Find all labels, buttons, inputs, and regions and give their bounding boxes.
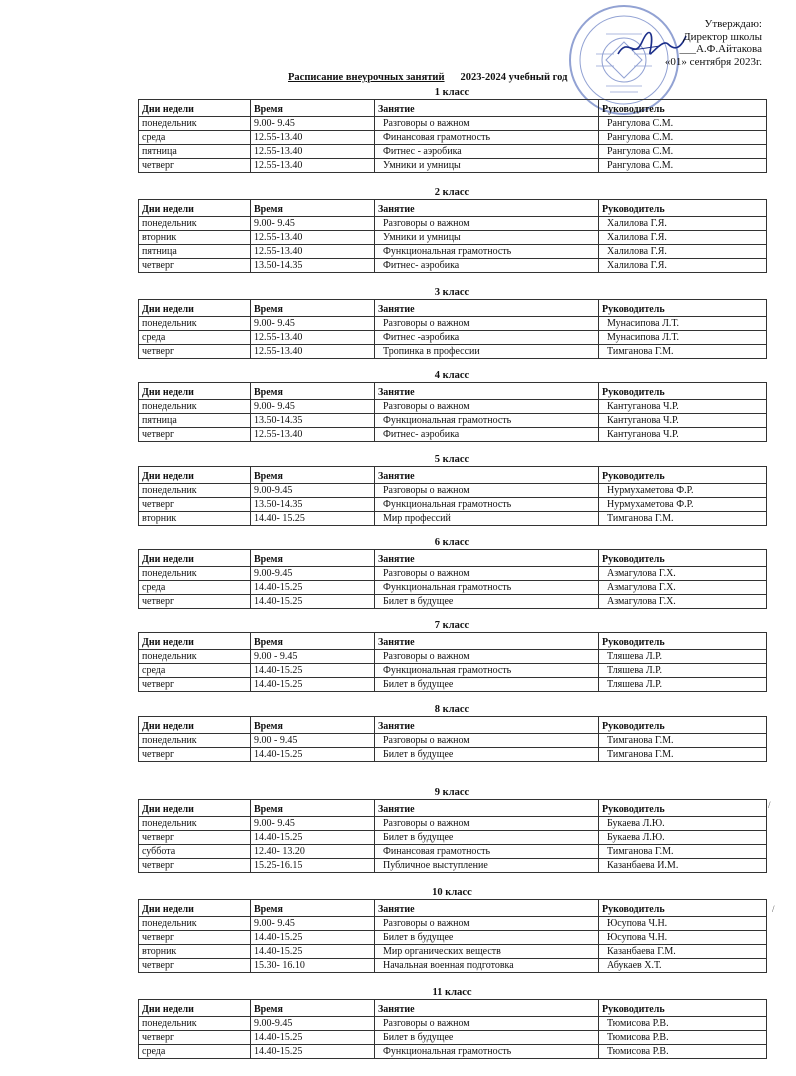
class-title: 1 класс: [434, 87, 470, 98]
table-row: [139, 650, 767, 664]
cell-activity: Функциональная грамотность: [375, 664, 599, 678]
cell-time: 12.55-13.40: [251, 345, 375, 359]
cell-time: 9.00- 9.45: [251, 317, 375, 331]
cell-leader: Казанбаева Г.М.: [599, 945, 767, 959]
class-title: 5 класс: [434, 454, 470, 465]
approval-director-name: ___А.Ф.Айтакова: [679, 43, 762, 55]
cell-time: 9.00- 9.45: [251, 917, 375, 931]
cell-day: понедельник: [139, 400, 251, 414]
cell-leader: Кантуганова Ч.Р.: [599, 400, 767, 414]
cell-leader: Нурмухаметова Ф.Р.: [599, 484, 767, 498]
cell-leader: Мунасипова Л.Т.: [599, 331, 767, 345]
table-row: [139, 1017, 767, 1031]
table-row: [139, 131, 767, 145]
cell-time: 9.00-9.45: [251, 567, 375, 581]
class-title: 9 класс: [434, 787, 470, 798]
cell-activity: Разговоры о важном: [375, 484, 599, 498]
cell-leader: Тляшева Л.Р.: [599, 650, 767, 664]
table-row: [139, 959, 767, 973]
cell-activity: Мир органических веществ: [375, 945, 599, 959]
table-row: [139, 498, 767, 512]
column-header-day: Дни недели: [139, 383, 251, 400]
class-title: 4 класс: [434, 370, 470, 381]
table-row: [139, 859, 767, 873]
margin-mark: /: [768, 800, 771, 810]
column-header-day: Дни недели: [139, 1000, 251, 1017]
table-header-row: [139, 550, 767, 567]
table-header-row: [139, 467, 767, 484]
cell-leader: Тимганова Г.М.: [599, 512, 767, 526]
class-section: [138, 87, 766, 173]
table-row: [139, 1031, 767, 1045]
class-section: [138, 187, 766, 273]
cell-leader: Букаева Л.Ю.: [599, 831, 767, 845]
column-header-activity: Занятие: [375, 900, 599, 917]
table-row: [139, 595, 767, 609]
cell-time: 14.40-15.25: [251, 581, 375, 595]
class-section: [138, 537, 766, 609]
cell-activity: Разговоры о важном: [375, 734, 599, 748]
cell-leader: Рангулова С.М.: [599, 131, 767, 145]
schedule-table: [138, 899, 767, 973]
cell-activity: Фитнес - аэробика: [375, 145, 599, 159]
table-header-row: [139, 100, 767, 117]
table-header-row: [139, 383, 767, 400]
class-section: [138, 987, 766, 1059]
cell-time: 12.55-13.40: [251, 231, 375, 245]
table-row: [139, 117, 767, 131]
cell-day: четверг: [139, 831, 251, 845]
table-row: [139, 245, 767, 259]
cell-leader: Тюмисова Р.В.: [599, 1031, 767, 1045]
schedule-title: Расписание внеурочных занятий: [288, 72, 445, 83]
table-header-row: [139, 633, 767, 650]
cell-time: 12.55-13.40: [251, 159, 375, 173]
column-header-leader: Руководитель: [599, 550, 767, 567]
cell-leader: Тляшева Л.Р.: [599, 678, 767, 692]
cell-leader: Кантуганова Ч.Р.: [599, 428, 767, 442]
cell-leader: Рангулова С.М.: [599, 117, 767, 131]
cell-leader: Азмагулова Г.Х.: [599, 581, 767, 595]
cell-day: понедельник: [139, 917, 251, 931]
schedule-table: [138, 299, 767, 359]
school-year: 2023-2024 учебный год: [460, 72, 568, 83]
column-header-leader: Руководитель: [599, 633, 767, 650]
table-row: [139, 917, 767, 931]
table-row: [139, 428, 767, 442]
cell-activity: Тропинка в профессии: [375, 345, 599, 359]
table-row: [139, 512, 767, 526]
cell-leader: Тюмисова Р.В.: [599, 1017, 767, 1031]
cell-activity: Билет в будущее: [375, 748, 599, 762]
class-section: [138, 887, 766, 973]
table-header-row: [139, 800, 767, 817]
class-section: [138, 287, 766, 359]
table-row: [139, 414, 767, 428]
column-header-leader: Руководитель: [599, 100, 767, 117]
cell-activity: Начальная военная подготовка: [375, 959, 599, 973]
cell-day: четверг: [139, 428, 251, 442]
column-header-leader: Руководитель: [599, 383, 767, 400]
column-header-activity: Занятие: [375, 550, 599, 567]
cell-activity: Функциональная грамотность: [375, 581, 599, 595]
column-header-day: Дни недели: [139, 900, 251, 917]
cell-activity: Умники и умницы: [375, 231, 599, 245]
column-header-day: Дни недели: [139, 717, 251, 734]
column-header-activity: Занятие: [375, 633, 599, 650]
cell-leader: Халилова Г.Я.: [599, 217, 767, 231]
table-header-row: [139, 717, 767, 734]
cell-leader: Тляшева Л.Р.: [599, 664, 767, 678]
cell-day: четверг: [139, 959, 251, 973]
table-row: [139, 317, 767, 331]
cell-day: понедельник: [139, 734, 251, 748]
cell-day: четверг: [139, 859, 251, 873]
cell-day: понедельник: [139, 117, 251, 131]
cell-activity: Билет в будущее: [375, 678, 599, 692]
cell-leader: Кантуганова Ч.Р.: [599, 414, 767, 428]
class-title: 11 класс: [432, 987, 472, 998]
table-header-row: [139, 1000, 767, 1017]
table-row: [139, 817, 767, 831]
cell-time: 13.50-14.35: [251, 259, 375, 273]
table-row: [139, 845, 767, 859]
cell-time: 14.40-15.25: [251, 931, 375, 945]
cell-time: 14.40-15.25: [251, 1045, 375, 1059]
table-row: [139, 678, 767, 692]
column-header-leader: Руководитель: [599, 200, 767, 217]
cell-day: вторник: [139, 512, 251, 526]
column-header-time: Время: [251, 550, 375, 567]
cell-activity: Финансовая грамотность: [375, 845, 599, 859]
cell-activity: Мир профессий: [375, 512, 599, 526]
table-row: [139, 945, 767, 959]
table-row: [139, 400, 767, 414]
cell-day: четверг: [139, 259, 251, 273]
column-header-time: Время: [251, 800, 375, 817]
cell-day: пятница: [139, 414, 251, 428]
class-title: 2 класс: [434, 187, 470, 198]
cell-day: понедельник: [139, 1017, 251, 1031]
cell-activity: Функциональная грамотность: [375, 414, 599, 428]
class-title: 3 класс: [434, 287, 470, 298]
cell-leader: Букаева Л.Ю.: [599, 817, 767, 831]
cell-time: 14.40- 15.25: [251, 512, 375, 526]
cell-time: 9.00 - 9.45: [251, 734, 375, 748]
cell-time: 9.00- 9.45: [251, 400, 375, 414]
cell-activity: Функциональная грамотность: [375, 498, 599, 512]
cell-leader: Азмагулова Г.Х.: [599, 595, 767, 609]
cell-activity: Функциональная грамотность: [375, 245, 599, 259]
cell-activity: Билет в будущее: [375, 831, 599, 845]
table-row: [139, 231, 767, 245]
cell-activity: Умники и умницы: [375, 159, 599, 173]
cell-day: среда: [139, 331, 251, 345]
cell-activity: Разговоры о важном: [375, 917, 599, 931]
schedule-table: [138, 199, 767, 273]
cell-activity: Финансовая грамотность: [375, 131, 599, 145]
schedule-table: [138, 716, 767, 762]
cell-time: 12.40- 13.20: [251, 845, 375, 859]
cell-leader: Тимганова Г.М.: [599, 345, 767, 359]
column-header-day: Дни недели: [139, 467, 251, 484]
cell-activity: Билет в будущее: [375, 595, 599, 609]
cell-time: 12.55-13.40: [251, 428, 375, 442]
cell-day: четверг: [139, 748, 251, 762]
column-header-activity: Занятие: [375, 100, 599, 117]
class-section: [138, 704, 766, 762]
column-header-day: Дни недели: [139, 300, 251, 317]
cell-activity: Билет в будущее: [375, 1031, 599, 1045]
class-title: 8 класс: [434, 704, 470, 715]
cell-time: 14.40-15.25: [251, 831, 375, 845]
table-row: [139, 581, 767, 595]
cell-leader: Халилова Г.Я.: [599, 259, 767, 273]
cell-day: среда: [139, 1045, 251, 1059]
cell-leader: Рангулова С.М.: [599, 159, 767, 173]
class-section: [138, 787, 766, 873]
cell-time: 14.40-15.25: [251, 678, 375, 692]
cell-day: пятница: [139, 145, 251, 159]
table-row: [139, 159, 767, 173]
column-header-activity: Занятие: [375, 717, 599, 734]
approval-position: Директор школы: [683, 30, 762, 43]
cell-time: 13.50-14.35: [251, 498, 375, 512]
table-header-row: [139, 900, 767, 917]
cell-activity: Разговоры о важном: [375, 567, 599, 581]
column-header-day: Дни недели: [139, 800, 251, 817]
cell-day: среда: [139, 131, 251, 145]
cell-day: четверг: [139, 595, 251, 609]
class-section: [138, 454, 766, 526]
column-header-leader: Руководитель: [599, 467, 767, 484]
cell-activity: Билет в будущее: [375, 931, 599, 945]
cell-activity: Фитнес- аэробика: [375, 428, 599, 442]
cell-time: 14.40-15.25: [251, 748, 375, 762]
cell-day: понедельник: [139, 817, 251, 831]
cell-day: четверг: [139, 931, 251, 945]
column-header-time: Время: [251, 467, 375, 484]
cell-day: понедельник: [139, 317, 251, 331]
cell-time: 9.00-9.45: [251, 484, 375, 498]
cell-leader: Рангулова С.М.: [599, 145, 767, 159]
schedule-table: [138, 632, 767, 692]
column-header-leader: Руководитель: [599, 300, 767, 317]
table-row: [139, 931, 767, 945]
cell-time: 15.30- 16.10: [251, 959, 375, 973]
cell-leader: Абукаев Х.Т.: [599, 959, 767, 973]
cell-activity: Фитнес- аэробика: [375, 259, 599, 273]
column-header-activity: Занятие: [375, 467, 599, 484]
class-title: 10 класс: [432, 887, 472, 898]
cell-day: пятница: [139, 245, 251, 259]
column-header-time: Время: [251, 100, 375, 117]
column-header-leader: Руководитель: [599, 900, 767, 917]
cell-day: четверг: [139, 1031, 251, 1045]
cell-activity: Публичное выступление: [375, 859, 599, 873]
cell-time: 14.40-15.25: [251, 664, 375, 678]
cell-leader: Тимганова Г.М.: [599, 845, 767, 859]
cell-time: 12.55-13.40: [251, 145, 375, 159]
cell-activity: Разговоры о важном: [375, 400, 599, 414]
cell-day: среда: [139, 664, 251, 678]
table-header-row: [139, 200, 767, 217]
cell-time: 14.40-15.25: [251, 945, 375, 959]
cell-activity: Разговоры о важном: [375, 650, 599, 664]
cell-leader: Юсупова Ч.Н.: [599, 931, 767, 945]
class-section: [138, 370, 766, 442]
cell-day: вторник: [139, 231, 251, 245]
table-row: [139, 259, 767, 273]
class-title: 7 класс: [434, 620, 470, 631]
cell-leader: Тимганова Г.М.: [599, 734, 767, 748]
page-title: [288, 72, 567, 83]
column-header-activity: Занятие: [375, 300, 599, 317]
cell-time: 14.40-15.25: [251, 595, 375, 609]
column-header-activity: Занятие: [375, 1000, 599, 1017]
column-header-activity: Занятие: [375, 200, 599, 217]
column-header-leader: Руководитель: [599, 717, 767, 734]
table-row: [139, 217, 767, 231]
table-row: [139, 145, 767, 159]
table-row: [139, 1045, 767, 1059]
column-header-time: Время: [251, 717, 375, 734]
column-header-time: Время: [251, 900, 375, 917]
cell-leader: Тимганова Г.М.: [599, 748, 767, 762]
cell-leader: Нурмухаметова Ф.Р.: [599, 498, 767, 512]
cell-time: 9.00- 9.45: [251, 217, 375, 231]
cell-time: 13.50-14.35: [251, 414, 375, 428]
cell-day: четверг: [139, 678, 251, 692]
column-header-leader: Руководитель: [599, 1000, 767, 1017]
column-header-day: Дни недели: [139, 100, 251, 117]
cell-activity: Разговоры о важном: [375, 817, 599, 831]
cell-leader: Тюмисова Р.В.: [599, 1045, 767, 1059]
margin-mark: /: [772, 904, 775, 914]
class-title: 6 класс: [434, 537, 470, 548]
cell-leader: Юсупова Ч.Н.: [599, 917, 767, 931]
column-header-day: Дни недели: [139, 200, 251, 217]
column-header-time: Время: [251, 1000, 375, 1017]
schedule-table: [138, 999, 767, 1059]
table-row: [139, 567, 767, 581]
cell-day: понедельник: [139, 484, 251, 498]
cell-time: 12.55-13.40: [251, 245, 375, 259]
cell-activity: Фитнес -аэробика: [375, 331, 599, 345]
cell-day: понедельник: [139, 217, 251, 231]
schedule-table: [138, 466, 767, 526]
cell-time: 12.55-13.40: [251, 331, 375, 345]
cell-time: 15.25-16.15: [251, 859, 375, 873]
column-header-time: Время: [251, 200, 375, 217]
cell-day: четверг: [139, 345, 251, 359]
cell-leader: Азмагулова Г.Х.: [599, 567, 767, 581]
cell-day: суббота: [139, 845, 251, 859]
schedule-table: [138, 99, 767, 173]
cell-day: вторник: [139, 945, 251, 959]
cell-activity: Разговоры о важном: [375, 117, 599, 131]
table-header-row: [139, 300, 767, 317]
column-header-activity: Занятие: [375, 383, 599, 400]
column-header-time: Время: [251, 300, 375, 317]
cell-leader: Халилова Г.Я.: [599, 231, 767, 245]
schedule-table: [138, 549, 767, 609]
column-header-leader: Руководитель: [599, 800, 767, 817]
cell-time: 9.00- 9.45: [251, 117, 375, 131]
table-row: [139, 748, 767, 762]
cell-leader: Халилова Г.Я.: [599, 245, 767, 259]
table-row: [139, 484, 767, 498]
column-header-activity: Занятие: [375, 800, 599, 817]
approval-block: [562, 18, 762, 68]
cell-day: понедельник: [139, 567, 251, 581]
schedule-table: [138, 799, 767, 873]
cell-day: среда: [139, 581, 251, 595]
cell-time: 14.40-15.25: [251, 1031, 375, 1045]
table-row: [139, 345, 767, 359]
column-header-time: Время: [251, 633, 375, 650]
cell-time: 9.00 - 9.45: [251, 650, 375, 664]
cell-leader: Мунасипова Л.Т.: [599, 317, 767, 331]
approval-date: «01» сентября 2023г.: [664, 55, 762, 68]
table-row: [139, 734, 767, 748]
cell-day: четверг: [139, 159, 251, 173]
approval-heading: Утверждаю:: [704, 18, 762, 30]
cell-time: 12.55-13.40: [251, 131, 375, 145]
column-header-day: Дни недели: [139, 633, 251, 650]
table-row: [139, 831, 767, 845]
table-row: [139, 664, 767, 678]
cell-time: 9.00-9.45: [251, 1017, 375, 1031]
cell-activity: Функциональная грамотность: [375, 1045, 599, 1059]
table-row: [139, 331, 767, 345]
cell-time: 9.00- 9.45: [251, 817, 375, 831]
cell-day: четверг: [139, 498, 251, 512]
cell-activity: Разговоры о важном: [375, 217, 599, 231]
cell-activity: Разговоры о важном: [375, 317, 599, 331]
schedule-table: [138, 382, 767, 442]
class-section: [138, 620, 766, 692]
column-header-day: Дни недели: [139, 550, 251, 567]
cell-day: понедельник: [139, 650, 251, 664]
cell-activity: Разговоры о важном: [375, 1017, 599, 1031]
column-header-time: Время: [251, 383, 375, 400]
cell-leader: Казанбаева И.М.: [599, 859, 767, 873]
